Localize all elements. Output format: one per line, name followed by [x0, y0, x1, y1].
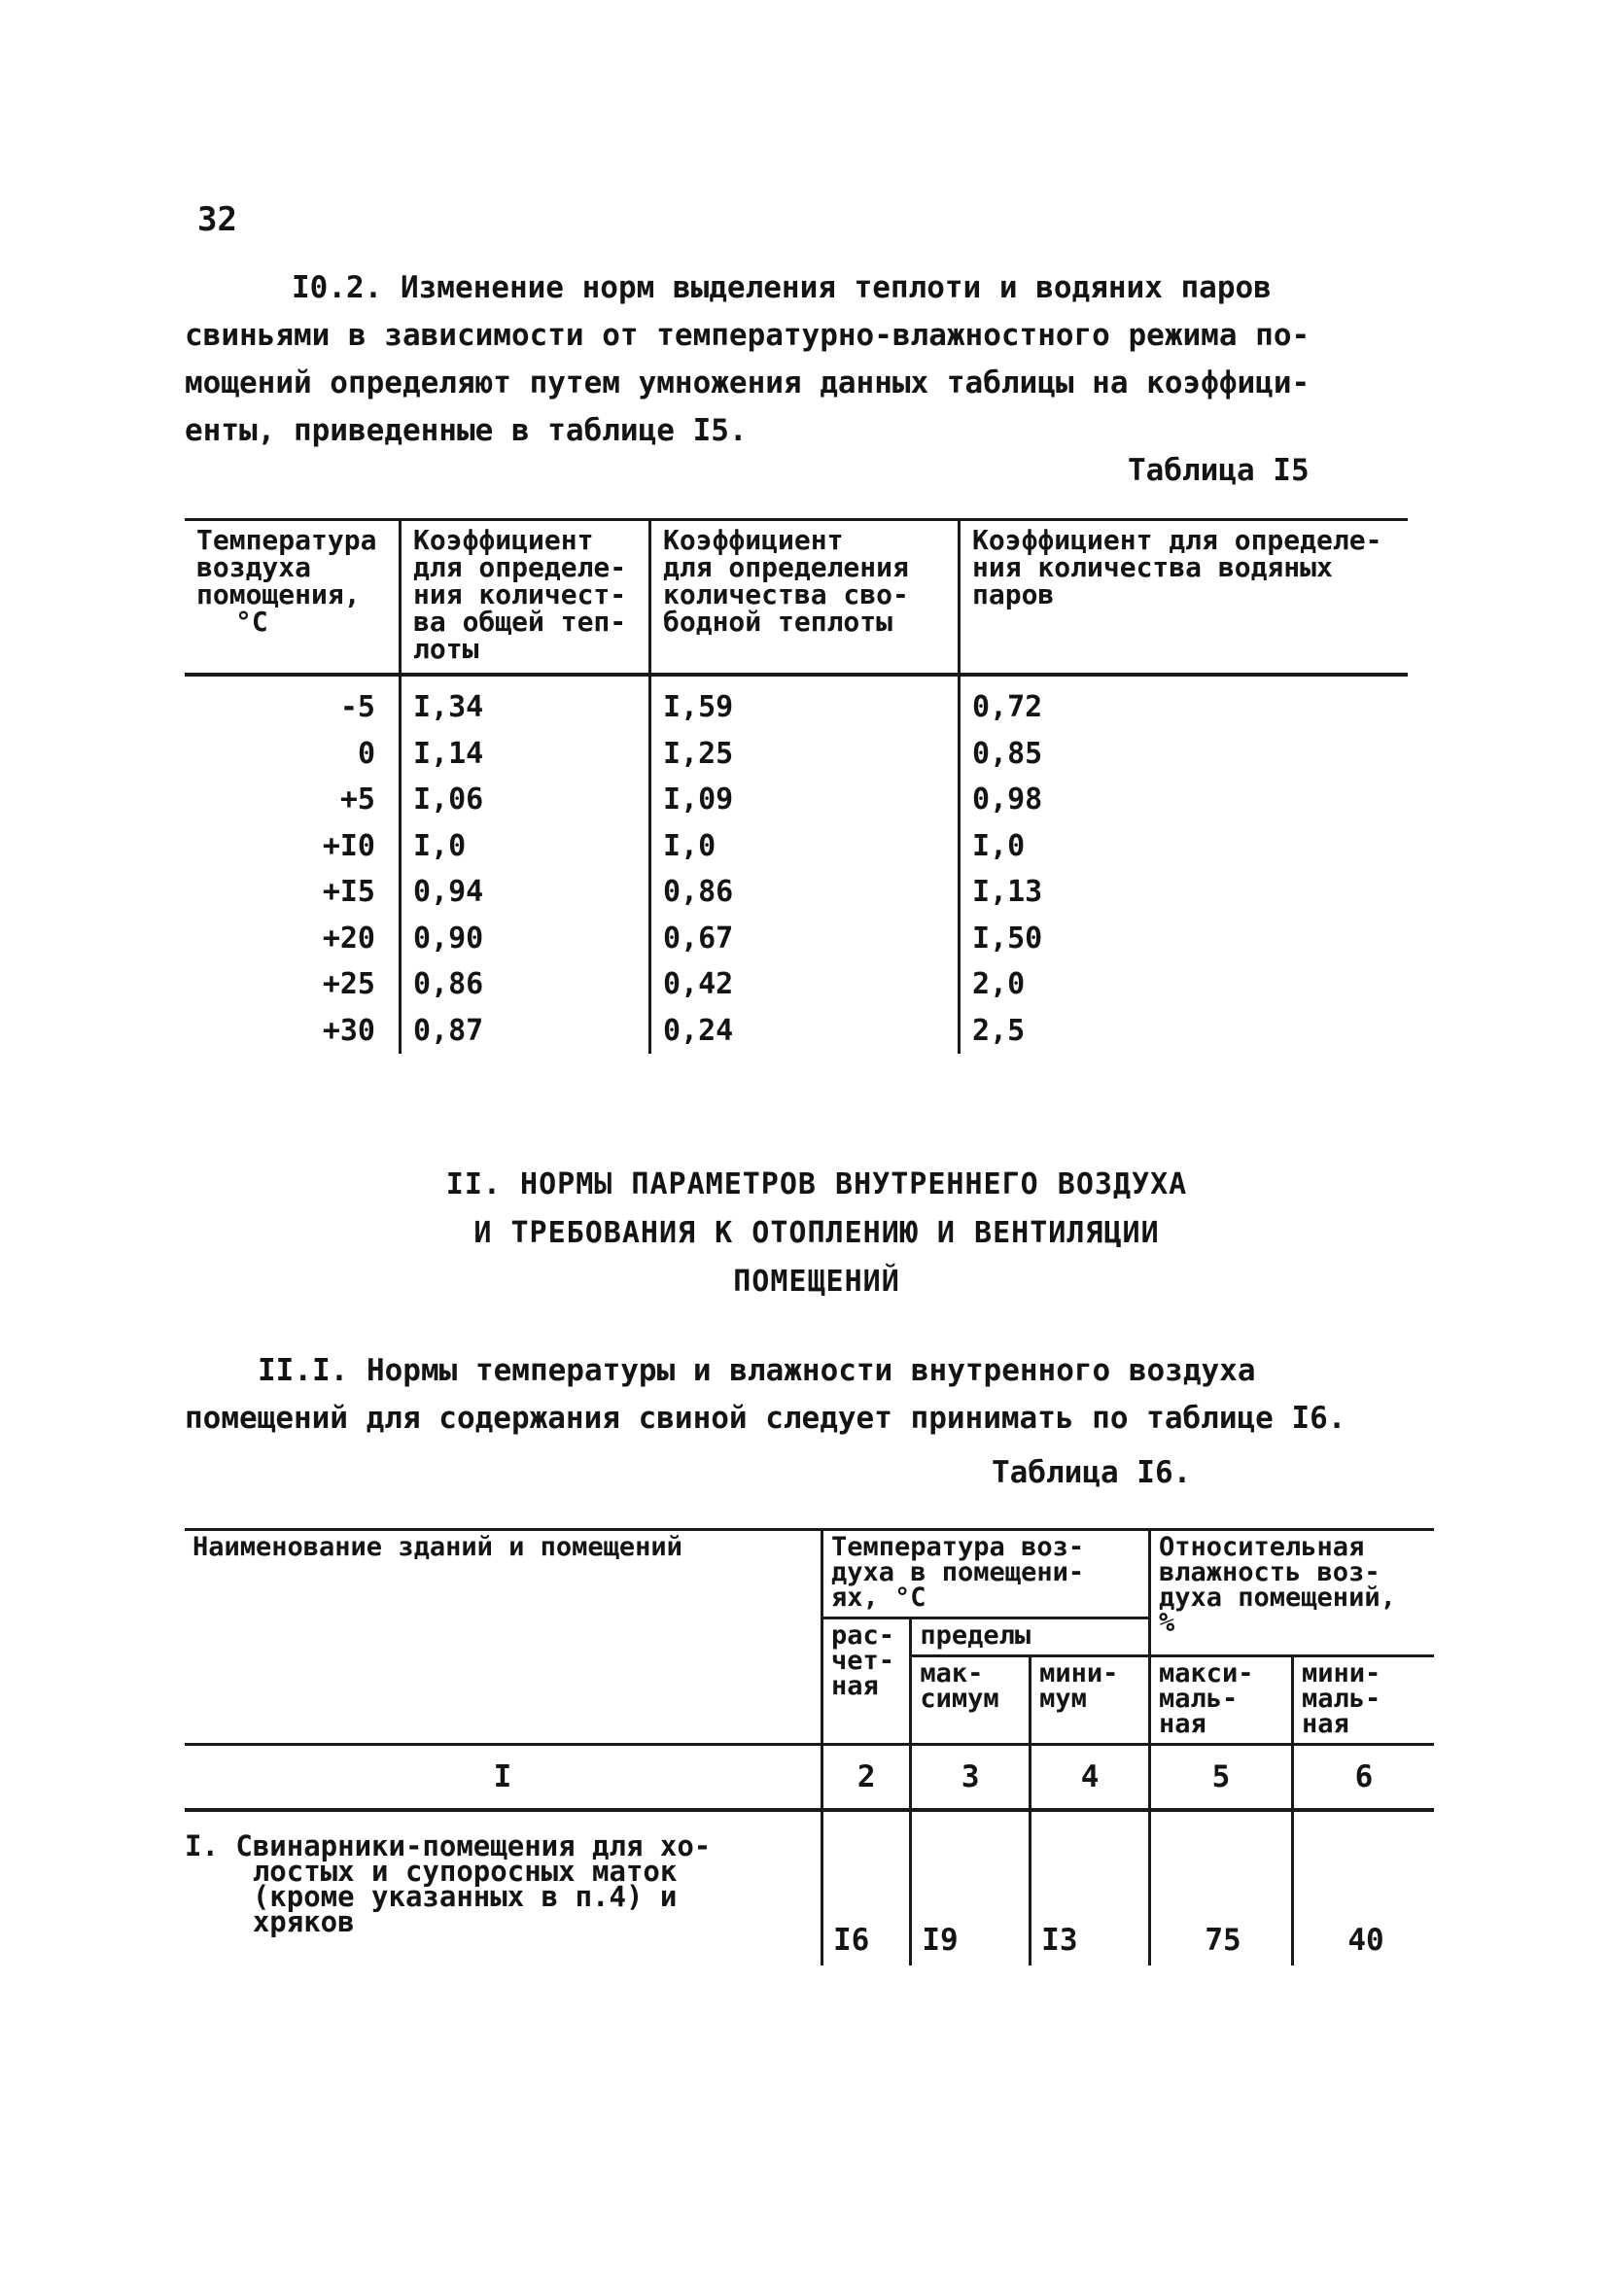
page-number: 32: [197, 200, 237, 239]
cell-total-heat-coef: I,14: [401, 731, 650, 778]
paragraph-line: I0.2. Изменение норм выделения теплоти и водяних паров: [292, 270, 1272, 305]
cell-min-rh: 40: [1293, 1810, 1435, 1966]
cell-free-heat-coef: I,25: [650, 731, 960, 778]
cell-total-heat-coef: 0,87: [401, 1008, 650, 1055]
table-16-caption: Таблица I6.: [992, 1455, 1192, 1490]
header-total-heat: Коэффициент для определе- ния количест- ва общей теп- лоты: [401, 520, 650, 676]
table-row: [185, 869, 1408, 916]
table-15: [185, 518, 1408, 1054]
cell-water-vapor-coef: 0,85: [960, 731, 1409, 778]
header-rh-maximum: макси- маль- ная: [1150, 1656, 1293, 1745]
table-row: [185, 731, 1408, 778]
cell-water-vapor-coef: I,50: [960, 916, 1409, 962]
header-free-heat: Коэффициент для определения количества сво- бодной теплоты: [650, 520, 960, 676]
header-water-vapor: Коэффициент для определе- ния количества водяных паров: [960, 520, 1409, 676]
table-16-body: [185, 1810, 1434, 1966]
header-limits: пределы: [911, 1618, 1150, 1656]
paragraph-line: II.I. Нормы температуры и влажности внутренного воздуха: [258, 1353, 1256, 1388]
cell-total-heat-coef: I,0: [401, 823, 650, 870]
cell-free-heat-coef: 0,42: [650, 961, 960, 1008]
cell-total-heat-coef: 0,86: [401, 961, 650, 1008]
paragraph-line: помещений для содержания свиной следует принимать по таблице I6.: [185, 1401, 1346, 1436]
cell-water-vapor-coef: I,0: [960, 823, 1409, 870]
table-row: [185, 961, 1408, 1008]
cell-max-temp: I9: [911, 1810, 1031, 1966]
header-maximum: мак- симум: [911, 1656, 1031, 1745]
header-calculated: рас- чет- ная: [822, 1618, 911, 1745]
cell-free-heat-coef: I,0: [650, 823, 960, 870]
cell-free-heat-coef: I,59: [650, 675, 960, 731]
table-header-row: [185, 1530, 1434, 1618]
table-row: [185, 777, 1408, 823]
table-header-row: [185, 520, 1408, 676]
table-row: [185, 1810, 1434, 1966]
header-air-temperature: Температура воз- духа в помещени- ях, °С: [822, 1530, 1150, 1618]
paragraph-10-2: [185, 264, 1390, 455]
cell-temperature: +20: [322, 921, 375, 956]
section-11-title: II. НОРМЫ ПАРАМЕТРОВ ВНУТРЕННЕГО ВОЗДУХА И ТРЕБОВАНИЯ К ОТОПЛЕНИЮ И ВЕНТИЛЯЦИИ ПОМЕЩЕНИЙ: [445, 1167, 1188, 1299]
cell-temperature: +25: [322, 967, 375, 1001]
cell-total-heat-coef: I,06: [401, 777, 650, 823]
row-building-name: I. Свинарники-помещения для хо- лостых и супоросных маток (кроме указанных в п.4) и хряков: [185, 1829, 712, 1938]
paragraph-11-1: [185, 1347, 1390, 1443]
header-minimum: мини- мум: [1031, 1656, 1150, 1745]
cell-max-rh: 75: [1150, 1810, 1293, 1966]
column-number: 4: [1031, 1745, 1150, 1811]
cell-temperature: +5: [339, 783, 375, 817]
cell-total-heat-coef: I,34: [401, 675, 650, 731]
table-row: [185, 675, 1408, 731]
cell-free-heat-coef: 0,67: [650, 916, 960, 962]
header-temperature: Температура воздуха помощения, °С: [185, 520, 401, 676]
column-number: I: [185, 1745, 822, 1811]
table-row: [185, 1008, 1408, 1055]
header-building-name: Наименование зданий и помещений: [185, 1530, 822, 1745]
cell-total-heat-coef: 0,90: [401, 916, 650, 962]
cell-water-vapor-coef: 2,5: [960, 1008, 1409, 1055]
cell-water-vapor-coef: 0,98: [960, 777, 1409, 823]
column-number: 2: [822, 1745, 911, 1811]
paragraph-line: мощений определяют путем умножения данных таблицы на коэффици-: [185, 365, 1311, 400]
column-number-row: [185, 1745, 1434, 1811]
column-number: 5: [1150, 1745, 1293, 1811]
cell-calculated-temp: I6: [822, 1810, 911, 1966]
cell-free-heat-coef: 0,24: [650, 1008, 960, 1055]
paragraph-line: свиньями в зависимости от температурно-влажностного режима по-: [185, 318, 1311, 353]
paragraph-line: енты, приведенные в таблице I5.: [185, 413, 748, 448]
cell-free-heat-coef: I,09: [650, 777, 960, 823]
column-number: 3: [911, 1745, 1031, 1811]
header-relative-humidity: Относительная влажность воз- духа помещений, %: [1150, 1530, 1435, 1656]
cell-free-heat-coef: 0,86: [650, 869, 960, 916]
header-rh-minimum: мини- маль- ная: [1293, 1656, 1435, 1745]
cell-temperature: +I5: [322, 875, 375, 909]
table-16: [185, 1528, 1434, 1966]
cell-temperature: +30: [322, 1013, 375, 1048]
table-15-body: [185, 675, 1408, 1054]
table-row: [185, 823, 1408, 870]
cell-min-temp: I3: [1031, 1810, 1150, 1966]
cell-temperature: 0: [357, 736, 375, 771]
column-number: 6: [1293, 1745, 1435, 1811]
cell-water-vapor-coef: 0,72: [960, 675, 1409, 731]
cell-water-vapor-coef: 2,0: [960, 961, 1409, 1008]
table-row: [185, 916, 1408, 962]
cell-temperature: -5: [339, 690, 375, 724]
cell-temperature: +I0: [322, 828, 375, 863]
cell-water-vapor-coef: I,13: [960, 869, 1409, 916]
table-15-caption: Таблица I5: [1128, 453, 1310, 488]
cell-total-heat-coef: 0,94: [401, 869, 650, 916]
